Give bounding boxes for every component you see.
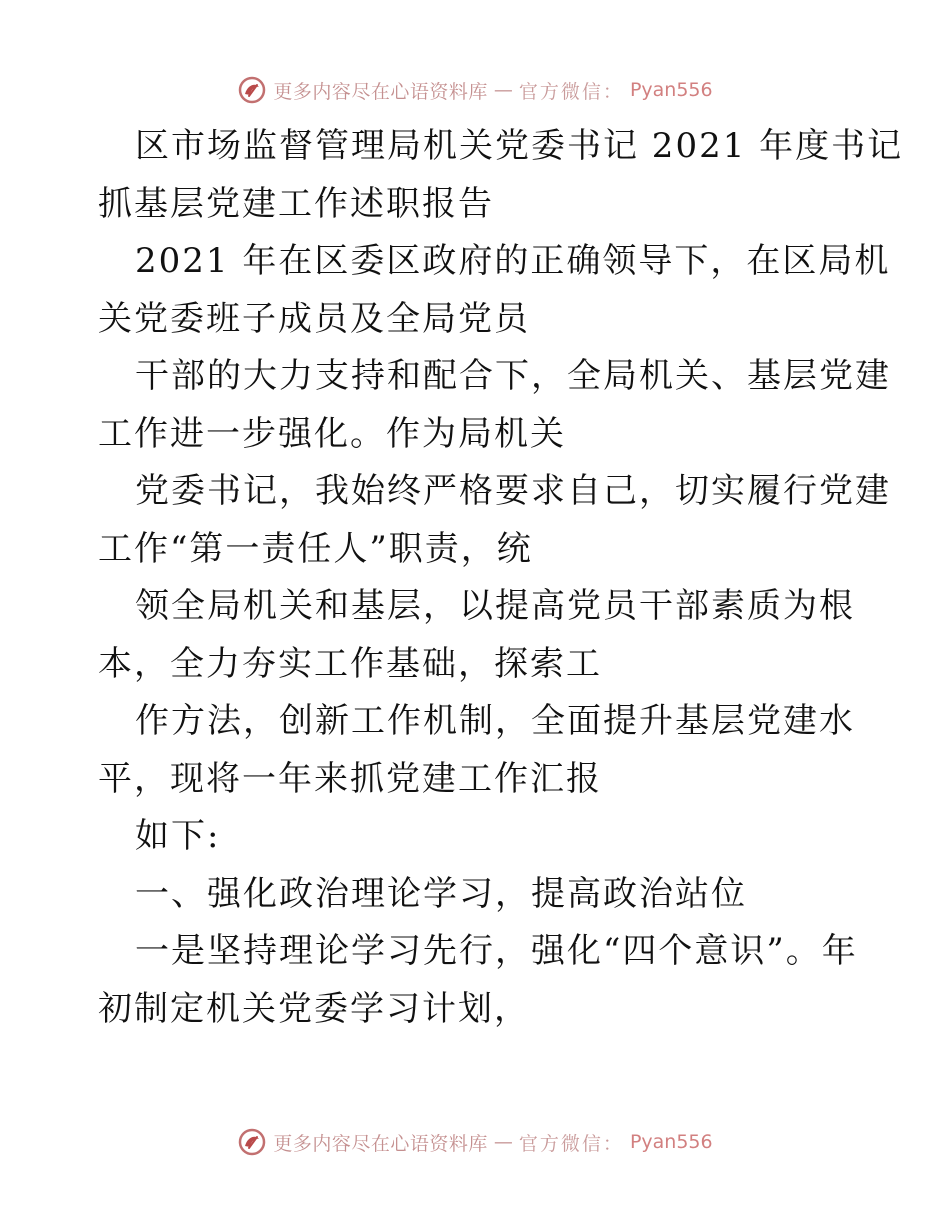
watermark-site-text: 更多内容尽在心语资料库	[273, 80, 488, 103]
paragraph-line: 领全局机关和基层，以提高党员干部素质为根	[135, 586, 855, 626]
paragraph-line: 本，全力夯实工作基础，探索工	[98, 643, 602, 684]
paragraph-line: 初制定机关党委学习计划，	[98, 988, 530, 1029]
header-watermark	[0, 70, 950, 110]
document-title-line: 区市场监督管理局机关党委书记 2021 年度书记	[135, 126, 904, 166]
document-title-line: 抓基层党建工作述职报告	[98, 183, 494, 224]
paragraph-line: 平，现将一年来抓党建工作汇报	[98, 758, 602, 799]
swirl-logo-icon	[237, 75, 267, 105]
section-heading: 一、强化政治理论学习，提高政治站位	[135, 873, 747, 914]
paragraph-line: 作方法，创新工作机制，全面提升基层党建水	[135, 701, 855, 741]
watermark-wechat-id: Pyan556	[629, 79, 713, 101]
watermark-label: 官方微信：	[518, 1132, 624, 1155]
paragraph-line: 工作进一步强化。作为局机关	[98, 413, 566, 454]
paragraph-line: 一是坚持理论学习先行，强化“四个意识”。年	[135, 931, 858, 971]
document-body	[98, 118, 904, 1038]
paragraph-line: 2021 年在区委区政府的正确领导下，在区局机	[135, 241, 891, 281]
watermark-separator: —	[493, 79, 513, 101]
paragraph-line: 关党委班子成员及全局党员	[98, 298, 530, 339]
paragraph-line: 干部的大力支持和配合下，全局机关、基层党建	[135, 356, 891, 396]
paragraph-line: 工作“第一责任人”职责，统	[98, 528, 533, 569]
swirl-logo-icon	[237, 1127, 267, 1157]
watermark-label: 官方微信：	[518, 80, 624, 103]
watermark-site-text: 更多内容尽在心语资料库	[273, 1132, 488, 1155]
paragraph-line: 党委书记，我始终严格要求自己，切实履行党建	[135, 471, 891, 511]
footer-watermark	[0, 1122, 950, 1162]
watermark-separator: —	[493, 1131, 513, 1153]
paragraph-line: 如下:	[135, 816, 221, 856]
watermark-wechat-id: Pyan556	[629, 1131, 713, 1153]
